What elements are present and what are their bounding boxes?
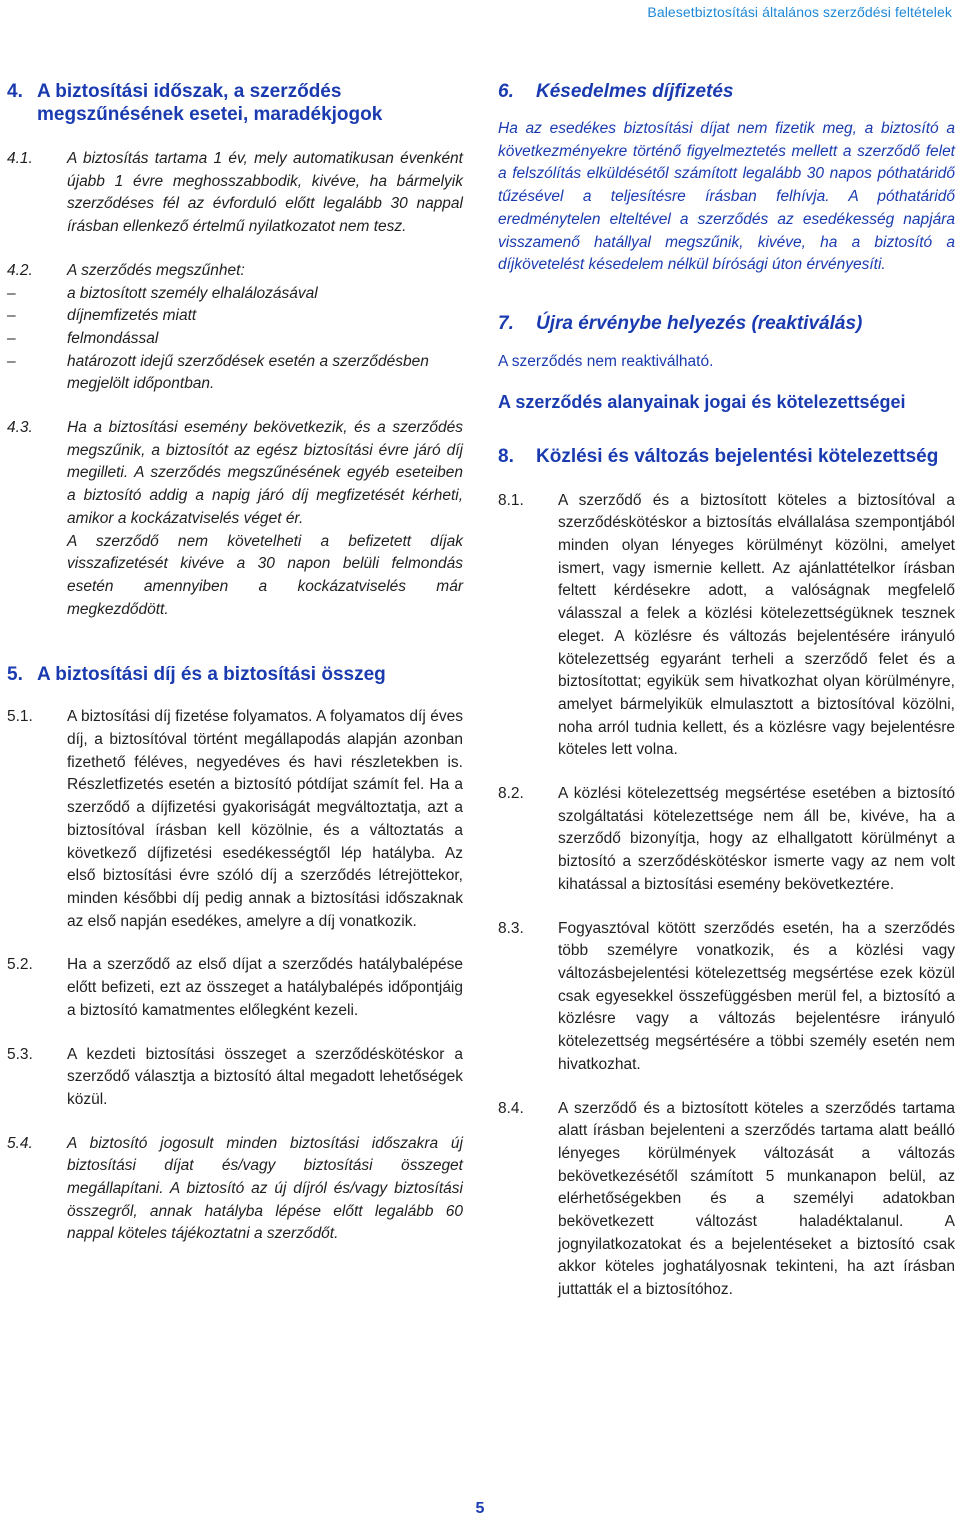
clause-text: A szerződő nem követelheti a befizetett díjak visszafizetését kivéve a 30 napon belüli felmondás esetén amennyiben a kockázatviselés már megkezdődött. xyxy=(67,532,463,618)
clause-number: 8.3. xyxy=(498,919,524,937)
dash-bullet: – xyxy=(7,284,16,302)
section-number: 7. xyxy=(498,312,514,334)
clause-body xyxy=(67,417,463,621)
clause-8-1 xyxy=(498,490,955,762)
list-item: – díjnemfizetés miatt xyxy=(67,305,463,328)
section-6-heading xyxy=(498,80,955,103)
section-title: Késedelmes díjfizetés xyxy=(536,81,734,102)
clause-number: 5.4. xyxy=(7,1134,33,1152)
page-number: 5 xyxy=(475,1500,485,1517)
clause-text: A közlési kötelezettség megsértése esetében a biztosító szolgáltatási kötelezettsége nem áll be, kivéve, ha a szerződő bizonyítja, hogy az elhallgatott körülményt a biztosító a szerződéskötéskor ismerte vagy az nem volt kihatással a biztosítási esemény bekövetkeztére. xyxy=(558,785,955,893)
clause-intro: A szerződés megszűnhet: xyxy=(67,261,245,279)
clause-text: A biztosítás tartama 1 év, mely automatikusan évenként újabb 1 évre meghosszabbodik, kivéve, ha bármelyik szerződéses fél az évforduló előtt legalább 30 nappal írásban ellenkező értelmű nyilatkozatot nem tesz. xyxy=(67,150,463,236)
section-number: 5. xyxy=(7,664,23,686)
clause-number: 4.3. xyxy=(7,419,33,437)
section-7-text: A szerződés nem reaktiválható. xyxy=(498,352,714,370)
clause-8-3 xyxy=(498,918,955,1077)
right-column xyxy=(498,80,955,1302)
clause-number: 8.4. xyxy=(498,1099,524,1117)
clause-text: Ha a szerződő az első díjat a szerződés hatálybalépése előtt befizeti, ezt az összeget a hatálybalépés időpontjáig a biztosító kamatmentes előlegként kezeli. xyxy=(67,956,463,1019)
section-5-heading xyxy=(7,663,463,686)
clause-5-4 xyxy=(7,1133,463,1247)
section-4-heading xyxy=(7,80,463,126)
termination-list xyxy=(7,283,463,397)
section-title: Újra érvénybe helyezés (reaktiválás) xyxy=(536,312,863,334)
part-subtitle: A szerződés alanyainak jogai és kötelezettségei xyxy=(498,391,906,412)
section-title: A biztosítási díj és a biztosítási összeg xyxy=(37,664,386,686)
running-header: Balesetbiztosítási általános szerződési feltételek xyxy=(647,4,952,20)
clause-text: A kezdeti biztosítási összeget a szerződéskötéskor a szerződő választja a biztosító által megadott lehetőségek közül. xyxy=(67,1045,463,1108)
clause-text: Fogyasztóval kötött szerződés esetén, ha a szerződés több személyre vonatkozik, és a közlési vagy változásbejelentési kötelezettség megsértése ezek közül csak egyesekkel összefüggésben merül fel, a biztosító a közlésre vagy a változás bejelentésre irányuló kötelezettség megsértésére a többi személy esetén nem hivatkozhat. xyxy=(558,919,955,1073)
clause-number: 8.2. xyxy=(498,785,524,803)
clause-5-3 xyxy=(7,1044,463,1112)
list-item: – határozott idejű szerződések esetén a szerződésben megjelölt időpontban. xyxy=(7,352,429,393)
clause-4-3 xyxy=(7,417,463,621)
section-8-heading xyxy=(498,445,955,468)
clause-4-2 xyxy=(7,260,463,396)
section-number: 8. xyxy=(498,445,514,467)
clause-number: 8.1. xyxy=(498,491,524,509)
clause-8-4 xyxy=(498,1098,955,1302)
clause-number: 5.2. xyxy=(7,956,33,974)
clause-number: 5.1. xyxy=(7,708,33,726)
section-number: 6. xyxy=(498,81,514,102)
section-number: 4. xyxy=(7,81,23,102)
clause-text: A biztosító jogosult minden biztosítási időszakra új biztosítási díjat és/vagy biztosítási összeget megállapítani. A biztosító az új díjról és/vagy biztosítási összegről, annak hatályba lépése előtt legalább 60 nappal köteles tájékoztatni a szerződőt. xyxy=(67,1134,463,1243)
section-7-heading xyxy=(498,312,955,335)
clause-8-2 xyxy=(498,783,955,897)
clause-text: A szerződő és a biztosított köteles a biztosítóval a szerződéskötéskor a biztosítás elvállalása szempontjából minden olyan lényeges körülményt közölni, amelyet ismert, vagy ismernie kellett. Az ajánlattételkor írásban feltett kérdésekre adott, a valóságnak megfelelő válasszal a felek a közlési kötelezettségüknek tesznek eleget. A közlésre és változás bejelentésére irányuló kötelezettség egyaránt terheli a szerződő felet és a biztosítottat; egyikük sem hivatkozhat olyan körülményre, amelyet bármelyikük elmulasztott a biztosítóval közölni, noha arról tudnia kellett, és a közlésre vagy bejelentésre köteles lett volna. xyxy=(558,491,955,759)
clause-text: A szerződő és a biztosított köteles a szerződés tartama alatt írásban bejelenteni a szerződés tartama alatt beálló lényeges körülmények változását a változás bekövetkezésétől számított 5 munkanapon belül, az elérhetőségekben és a személyi adatokban bekövetkezett változást haladéktalanul. A jognyilatkozatokat és a bejelentéseket a biztosító csak akkor köteles joghatályosnak tekinteni, ha azt írásban juttatták el a biztosítóhoz. xyxy=(558,1099,955,1299)
section-title: A biztosítási időszak, a szerződés megszűnésének esetei, maradékjogok xyxy=(37,81,383,125)
clause-text: A biztosítási díj fizetése folyamatos. A folyamatos díj éves díj, a biztosítóval történt megállapodás alapján azonban fizethető féléves, negyedéves és havi részletekben is. Részletfizetés esetén a biztosító pótdíjat számít fel. Ha a szerződő a díjfizetési gyakoriságát megváltoztatja, azt a biztosítóval írásban kell közölnie, és a változtatás a következő díjfizetési esedékességtől lép hatályba. Az első biztosítási évre szóló díj a szerződés létrejöttekor, minden későbbi díj pedig annak a biztosítási időszaknak az első napján esedékes, amelyre a díj vonatkozik. xyxy=(67,708,463,930)
clause-4-1 xyxy=(7,148,463,239)
clause-number: 4.1. xyxy=(7,150,33,167)
clause-5-2 xyxy=(7,954,463,1022)
dash-bullet: – xyxy=(7,329,16,347)
section-title: Közlési és változás bejelentési kötelezettség xyxy=(536,445,939,467)
clause-number: 5.3. xyxy=(7,1045,33,1063)
left-column xyxy=(7,80,463,1246)
list-item: – felmondással xyxy=(67,328,463,351)
section-6-text: Ha az esedékes biztosítási díjat nem fizetik meg, a biztosító a következményekre történő figyelmeztetés mellett a szerződő felet a felszólítás elküldésétől számított legalább 30 napos póthatáridő tűzésével a teljesítésre írásban felhívja. A póthatáridő eredménytelen elteltével a szerződés az esedékesség napjára visszamenő hatállyal megszűnik, kivéve, ha a biztosító a díjkövetelést késedelem nélkül bírósági úton érvényesíti. xyxy=(498,120,955,274)
clause-text: Ha a biztosítási esemény bekövetkezik, és a szerződés megszűnik, a biztosítót az egész biztosítási évre járó díj megilleti. A szerződés megszűnésének egyéb eseteiben a biztosító addig a napig járó díj megfizetését kérheti, amikor a kockázatviselés véget ér. xyxy=(67,419,463,527)
dash-bullet: – xyxy=(7,352,16,370)
dash-bullet: – xyxy=(7,307,16,325)
clause-5-1 xyxy=(7,706,463,933)
list-item: – a biztosított személy elhalálozásával xyxy=(67,283,463,306)
clause-number: 4.2. xyxy=(7,261,33,279)
